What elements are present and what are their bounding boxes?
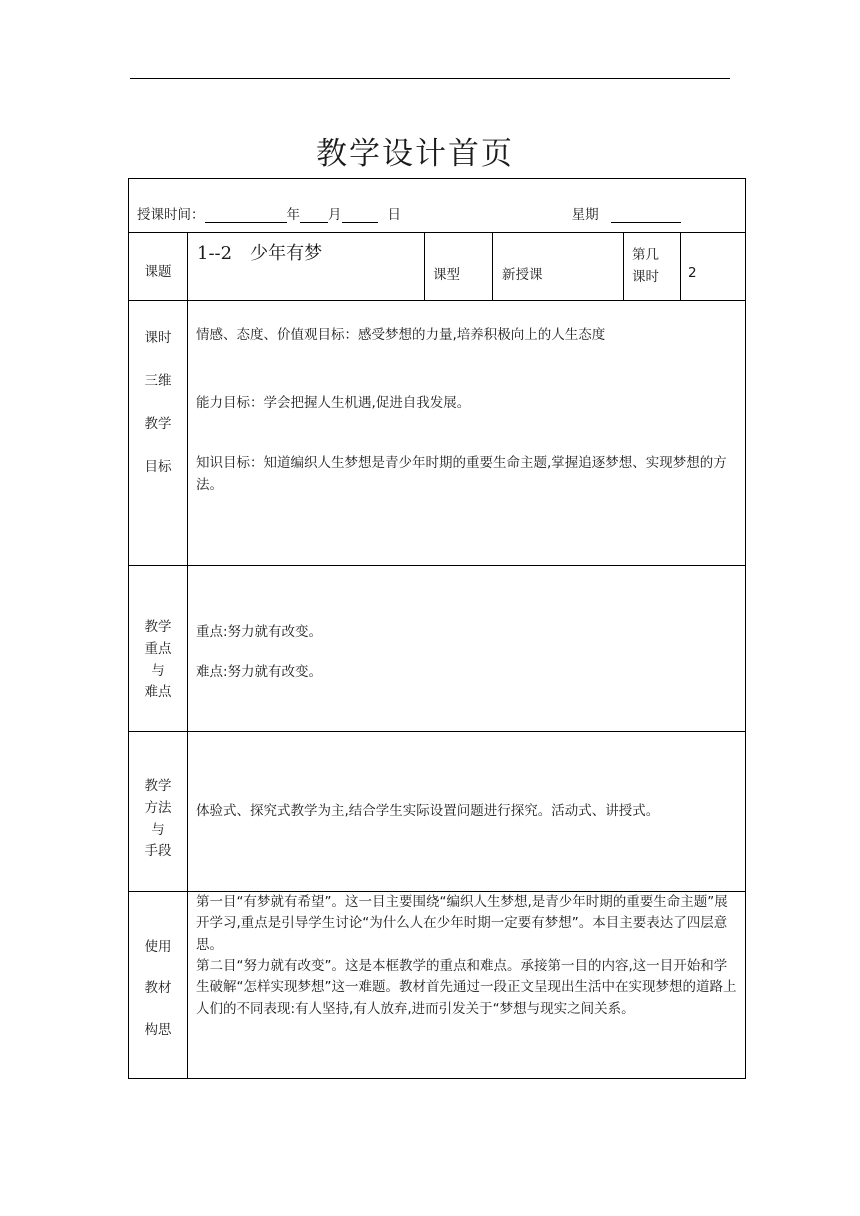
key-points-content <box>188 566 746 732</box>
objective-ability: 能力目标：学会把握人生机遇,促进自我发展。 <box>196 394 471 411</box>
structure-label-line: 使用 <box>144 939 172 956</box>
objectives-label-line: 教学 <box>144 416 172 432</box>
type-label: 课型 <box>425 233 493 301</box>
structure-para-1: 第一目“有梦就有希望”。这一目主要围绕“编织人生梦想,是青少年时期的重要生命主题”展开学习,重点是引导学生讨论“为什么人在少年时期一定要有梦想”。本目主要表达了四层意思。 <box>196 894 728 953</box>
year-label: 年 <box>286 207 300 223</box>
methods-text: 体验式、探究式教学为主,结合学生实际设置问题进行探究。活动式、讲授式。 <box>196 802 660 819</box>
topic-label: 课题 <box>129 233 188 301</box>
objectives-row <box>129 301 746 566</box>
methods-label-line: 方法 <box>144 799 172 816</box>
structure-content <box>188 892 746 1079</box>
period-value: 2 <box>681 233 746 301</box>
structure-label-line: 教材 <box>144 980 172 997</box>
lesson-design-table <box>128 178 746 1079</box>
date-blank-day[interactable] <box>342 222 378 223</box>
key-point: 重点:努力就有改变。 <box>196 623 323 640</box>
day-label: 日 <box>387 207 401 223</box>
date-blank-month[interactable] <box>300 222 328 223</box>
objectives-label-line: 三维 <box>144 373 172 389</box>
key-points-label-line: 重点 <box>144 640 172 657</box>
structure-label-line: 构思 <box>144 1021 172 1038</box>
structure-label <box>129 892 188 1079</box>
objective-emotion: 情感、态度、价值观目标：感受梦想的力量,培养积极向上的人生态度 <box>196 327 606 343</box>
methods-label-line: 与 <box>151 821 165 838</box>
date-blank-year[interactable] <box>205 222 287 223</box>
objectives-content <box>188 301 746 566</box>
week-label: 星期 <box>571 207 599 223</box>
key-points-label-line: 难点 <box>144 684 172 701</box>
difficulty-point: 难点:努力就有改变。 <box>196 663 323 680</box>
methods-label <box>129 732 188 892</box>
type-value: 新授课 <box>493 233 624 301</box>
key-points-label <box>129 566 188 732</box>
period-label <box>624 233 681 301</box>
key-points-row <box>129 566 746 732</box>
methods-content <box>188 732 746 892</box>
month-label: 月 <box>328 207 342 223</box>
structure-row <box>129 892 746 1079</box>
methods-label-line: 教学 <box>144 778 172 795</box>
key-points-label-line: 与 <box>151 662 165 679</box>
methods-row <box>129 732 746 892</box>
objective-knowledge: 知识目标：知道编织人生梦想是青少年时期的重要生命主题,掌握追逐梦想、实现梦想的方法。 <box>196 455 727 493</box>
time-row <box>129 179 746 233</box>
time-label: 授课时间： <box>137 207 205 223</box>
topic-value: 1--2 少年有梦 <box>188 233 425 301</box>
key-points-label-line: 教学 <box>144 619 172 636</box>
objectives-label <box>129 301 188 566</box>
period-label-line2: 课时 <box>632 268 659 285</box>
structure-para-2: 第二目“努力就有改变”。这是本框教学的重点和难点。承接第一目的内容,这一目开始和学生破解“怎样实现梦想”这一难题。教材首先通过一段正文呈现出生活中在实现梦想的道路上人们的不同表现:有人坚持,有人放弃,进而引发关于“梦想与现实之间关系。 <box>196 957 737 1017</box>
period-label-line1: 第几 <box>632 246 659 263</box>
page-title: 教学设计首页 <box>316 136 514 172</box>
header-rule <box>130 78 730 79</box>
objectives-label-line: 目标 <box>144 459 172 475</box>
topic-row <box>129 233 746 301</box>
week-blank[interactable] <box>611 222 681 223</box>
methods-label-line: 手段 <box>144 843 172 860</box>
objectives-label-line: 课时 <box>144 330 172 346</box>
